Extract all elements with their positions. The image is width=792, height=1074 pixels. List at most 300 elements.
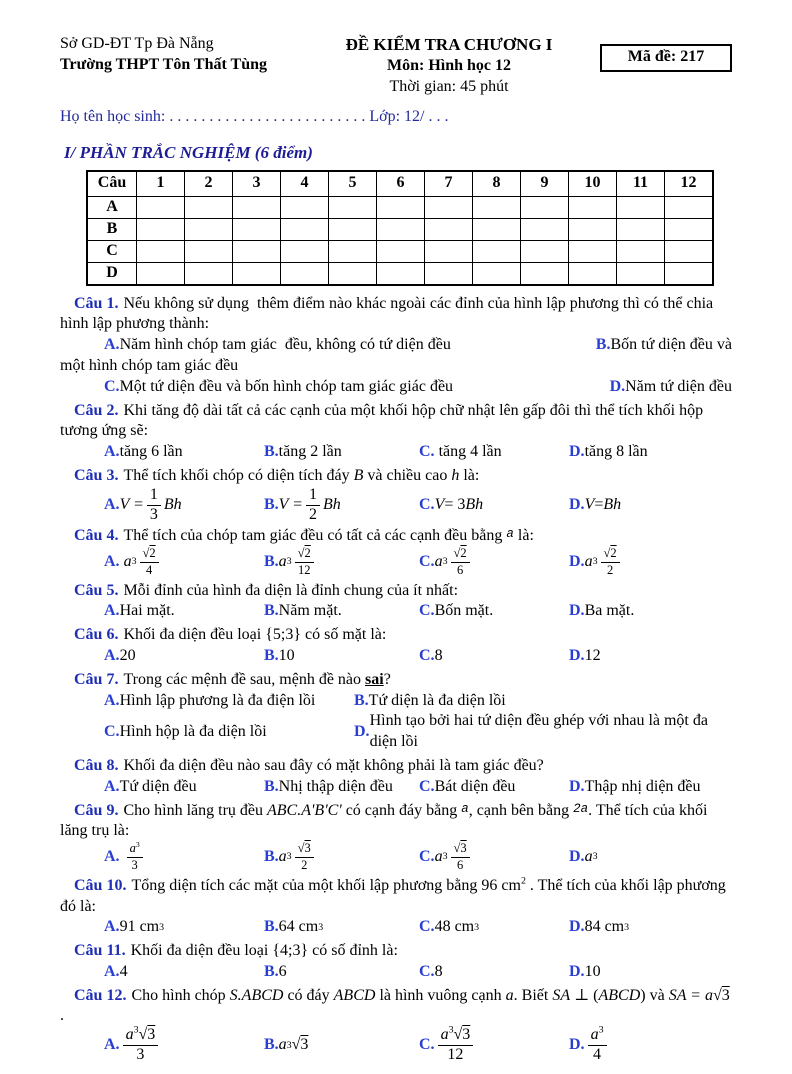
text-run: 2 xyxy=(606,562,614,577)
square-root: √3 xyxy=(453,841,467,856)
text-run: 8 xyxy=(434,647,443,665)
text-run: tăng 4 lần xyxy=(434,443,502,461)
option-letter: A. xyxy=(104,691,120,709)
answer-table xyxy=(86,170,714,286)
text-run: a xyxy=(434,552,443,570)
answer-cell xyxy=(377,262,425,285)
text-run: = 3 xyxy=(444,495,466,513)
option-text xyxy=(120,377,453,398)
option-text xyxy=(60,356,238,377)
student-name-dots: . . . . . . . . . . . . . . . . . . . . . . . . . xyxy=(165,107,370,125)
option-text xyxy=(120,601,175,622)
text-run: Khi tăng độ dài tất cả các cạnh của một khối hộp chữ nhật lên gấp đôi thì thể tích khối hộp tương ứng sẽ: xyxy=(60,401,704,440)
text-run: 91 cm xyxy=(119,918,160,936)
exam-subject: Môn: Hình học 12 xyxy=(386,57,511,75)
option xyxy=(596,335,732,356)
option-letter: D. xyxy=(569,552,585,570)
option-text: a 3 $\frac{√3}{2}$ xyxy=(279,842,317,873)
answer-cell xyxy=(521,196,569,218)
question xyxy=(60,801,732,873)
text-run: Hình lập phương là đa điện lồi xyxy=(119,691,316,709)
option xyxy=(104,842,264,873)
question-label: Câu 5. xyxy=(74,581,119,599)
student-name-label: Họ tên học sinh: xyxy=(60,107,166,125)
option xyxy=(104,722,354,743)
answer-cell xyxy=(521,218,569,240)
text-run: V = xyxy=(119,495,144,513)
text-run: Nếu không sử dụng thêm điểm nào khác ngoài các đỉnh của hình lập phương thì có thể chia hình lập phương thành: xyxy=(60,294,714,333)
answer-cell xyxy=(665,240,714,262)
text-run: . Thể tích của khối lập phương đó là: xyxy=(60,876,726,915)
answer-cell xyxy=(233,218,281,240)
text-run: Thể tích của chóp tam giác đều có tất cả các cạnh đều bằng xyxy=(123,527,507,545)
text-run: Tổng diện tích các mặt của một khối lập phương bằng 96 cm xyxy=(131,876,521,894)
option xyxy=(569,646,732,667)
answer-cell xyxy=(329,196,377,218)
option xyxy=(354,691,732,712)
option xyxy=(419,777,569,798)
text-run: Nhị thập diện đều xyxy=(278,777,393,795)
option-text xyxy=(435,777,516,798)
question xyxy=(60,294,732,398)
option-letter: D. xyxy=(569,918,585,936)
answer-table-question-number: 4 xyxy=(281,171,329,197)
section-title: I/ PHẦN TRẮC NGHIỆM (6 điểm) xyxy=(64,143,313,163)
text-run: 84 cm xyxy=(584,918,625,936)
answer-cell xyxy=(185,262,233,285)
text-run: là: xyxy=(513,527,534,545)
text-run: Năm tứ diện đều xyxy=(625,377,732,395)
fraction xyxy=(601,547,620,578)
option-text xyxy=(279,442,342,463)
text-run: Tứ diện đều xyxy=(119,777,197,795)
option-letter: C. xyxy=(419,495,435,513)
option xyxy=(104,1024,264,1064)
answer-cell xyxy=(473,262,521,285)
answer-table-row-label: C xyxy=(87,240,137,262)
question-text xyxy=(60,581,732,602)
option-letter: D. xyxy=(609,377,626,395)
text-run: tăng 6 lần xyxy=(119,443,183,461)
option xyxy=(104,547,264,578)
option xyxy=(264,917,419,938)
answer-table-question-number: 8 xyxy=(473,171,521,197)
option-text xyxy=(435,646,443,667)
text-run: 2 xyxy=(308,505,317,523)
options-row xyxy=(60,601,732,622)
answer-table-question-number: 12 xyxy=(665,171,714,197)
option-text xyxy=(610,335,732,356)
options-row xyxy=(60,377,732,398)
option-text: a 3 $\frac{√2}{4}$ xyxy=(120,547,162,578)
option-text xyxy=(120,691,316,712)
exam-duration: Thời gian: 45 phút xyxy=(389,77,509,95)
options-row xyxy=(60,917,732,938)
text-run: a xyxy=(440,1026,449,1044)
fraction xyxy=(147,487,161,524)
answer-cell xyxy=(233,196,281,218)
text-run: và chiều cao xyxy=(363,466,452,484)
option-text xyxy=(435,495,484,516)
text-run: . xyxy=(60,1007,64,1025)
exam-title: ĐỀ KIỂM TRA CHƯƠNG I xyxy=(345,35,553,54)
option-text xyxy=(585,442,648,463)
answer-table-question-number: 7 xyxy=(425,171,473,197)
fraction xyxy=(295,842,314,873)
option xyxy=(264,442,419,463)
question-label: Câu 3. xyxy=(74,466,119,484)
question xyxy=(60,401,732,463)
text-run: có đáy xyxy=(283,986,334,1004)
option xyxy=(419,547,569,578)
answer-table-question-number: 10 xyxy=(569,171,617,197)
option xyxy=(419,842,569,873)
superscript: 3 xyxy=(598,1024,604,1036)
answer-cell xyxy=(137,262,185,285)
question-text xyxy=(60,986,732,1028)
answer-cell xyxy=(617,240,665,262)
options-row xyxy=(60,711,732,753)
text-run: a xyxy=(506,527,514,542)
option xyxy=(419,917,569,938)
option-text: a 3 $\frac{√2}{2}$ xyxy=(585,547,623,578)
text-run: 1 xyxy=(149,485,158,503)
question-label: Câu 12. xyxy=(74,986,127,1004)
text-run: a xyxy=(584,552,593,570)
option-letter: B. xyxy=(354,691,369,709)
text-run: V = xyxy=(278,495,303,513)
fraction xyxy=(588,1024,607,1064)
option xyxy=(569,601,732,622)
text-run: Bốn tứ diện đều và xyxy=(610,336,732,354)
answer-table-question-number: 11 xyxy=(617,171,665,197)
text-run: S.ABCD xyxy=(229,986,284,1004)
option-text xyxy=(435,442,502,463)
options-row xyxy=(60,335,732,356)
answer-cell xyxy=(569,240,617,262)
option-letter: C. xyxy=(419,777,435,795)
square-root: √3 xyxy=(712,986,730,1004)
answer-cell xyxy=(569,262,617,285)
text-run: Mỗi đỉnh của hình đa diện là đỉnh chung của ít nhất: xyxy=(123,581,459,599)
option-letter: D. xyxy=(569,962,585,980)
text-run: ? xyxy=(383,670,391,688)
question-text xyxy=(60,876,732,918)
option xyxy=(104,691,354,712)
text-run: Khối đa diện đều loại {4;3} có số đỉnh là: xyxy=(130,942,398,960)
option-letter: B. xyxy=(264,552,279,570)
answer-table-question-number: 2 xyxy=(185,171,233,197)
answer-cell xyxy=(569,196,617,218)
option-text xyxy=(120,777,197,798)
option xyxy=(264,487,419,524)
question xyxy=(60,670,732,753)
option-text xyxy=(279,487,341,524)
square-root: √3 xyxy=(453,1026,471,1044)
options-row xyxy=(60,691,732,712)
option-letter: A. xyxy=(104,918,120,936)
answer-cell xyxy=(665,196,714,218)
answer-cell xyxy=(521,262,569,285)
text-run: 8 xyxy=(434,962,443,980)
option xyxy=(569,495,732,516)
option xyxy=(569,917,732,938)
answer-cell xyxy=(377,240,425,262)
option-letter: C. xyxy=(419,552,435,570)
option-text xyxy=(625,377,732,398)
answer-cell xyxy=(425,218,473,240)
text-run: SA xyxy=(552,986,571,1004)
superscript: 3 xyxy=(135,840,140,850)
text-run: 4 xyxy=(593,1046,602,1064)
option-letter: A. xyxy=(104,777,120,795)
text-run: Khối đa diện đều loại {5;3} có số mặt là: xyxy=(123,626,387,644)
option-text: 84 cm 3 xyxy=(585,917,630,938)
fraction xyxy=(451,547,470,578)
text-run: Tứ diện là đa diện lồi xyxy=(368,691,506,709)
option xyxy=(569,547,732,578)
option-continuation xyxy=(60,356,732,377)
option xyxy=(419,601,569,622)
text-run: Thập nhị diện đều xyxy=(584,777,701,795)
text-run: ABCD xyxy=(598,986,641,1004)
answer-cell xyxy=(137,218,185,240)
option xyxy=(104,601,264,622)
answer-cell xyxy=(233,240,281,262)
answer-table-row-label: D xyxy=(87,262,137,285)
option-letter: B. xyxy=(264,647,279,665)
text-run: một hình chóp tam giác đều xyxy=(60,356,239,374)
question-label: Câu 9. xyxy=(74,801,119,819)
answer-cell xyxy=(425,240,473,262)
options-row xyxy=(60,442,732,463)
text-run: Năm hình chóp tam giác đều, không có tứ diện đều xyxy=(119,336,451,354)
header-issuer xyxy=(60,34,298,76)
department-name: Sở GD-ĐT Tp Đà Nẵng xyxy=(60,35,214,52)
text-run: a xyxy=(584,848,593,866)
text-run: sai xyxy=(365,670,384,688)
option-text: 48 cm 3 xyxy=(435,917,480,938)
superscript: 3 xyxy=(133,1024,139,1036)
answer-cell xyxy=(281,262,329,285)
option-letter: C. xyxy=(419,647,435,665)
text-run: 20 xyxy=(119,647,136,665)
options-row xyxy=(60,777,732,798)
square-root: √2 xyxy=(297,546,311,561)
option-letter: C. xyxy=(419,443,435,461)
square-root: √2 xyxy=(142,546,156,561)
option xyxy=(569,442,732,463)
text-run: 2 xyxy=(301,857,308,872)
option-text: 64 cm 3 xyxy=(279,917,324,938)
option xyxy=(419,646,569,667)
square-root: √2 xyxy=(603,546,617,561)
option-letter: C. xyxy=(419,962,435,980)
fraction xyxy=(295,547,314,578)
text-run: 12 xyxy=(584,647,601,665)
superscript: 3 xyxy=(448,1024,454,1036)
option-text: a 3 $\frac{√2}{6}$ xyxy=(435,547,473,578)
option-letter: D. xyxy=(569,777,585,795)
answer-cell xyxy=(185,218,233,240)
option-text xyxy=(120,962,128,983)
option-letter: C. xyxy=(419,848,435,866)
fraction xyxy=(451,842,470,873)
text-run: a xyxy=(278,552,287,570)
question xyxy=(60,941,732,983)
option-text xyxy=(279,962,287,983)
option xyxy=(104,917,264,938)
option-text xyxy=(120,487,182,524)
text-run: 4 xyxy=(119,962,128,980)
text-run xyxy=(120,847,124,868)
text-run: V xyxy=(584,495,595,513)
answer-cell xyxy=(425,262,473,285)
option xyxy=(104,442,264,463)
superscript: 2 xyxy=(520,875,526,887)
option-text xyxy=(369,691,506,712)
exam-code-box: Mã đề: 217 xyxy=(600,44,732,72)
option xyxy=(264,1035,419,1056)
answer-cell xyxy=(617,196,665,218)
option-text: a 3 $\frac{√2}{12}$ xyxy=(279,547,317,578)
question-text xyxy=(60,801,732,843)
text-run: Bh xyxy=(163,495,182,513)
text-run: SA = a xyxy=(668,986,713,1004)
question-text xyxy=(60,401,732,443)
text-run: Bh xyxy=(322,495,341,513)
text-run: Cho hình lăng trụ đều xyxy=(123,801,267,819)
text-run: 3 xyxy=(131,857,138,872)
option-text xyxy=(585,646,601,667)
option xyxy=(264,601,419,622)
option xyxy=(419,1024,569,1064)
option xyxy=(569,1024,732,1064)
text-run: là hình vuông cạnh xyxy=(375,986,506,1004)
answer-cell xyxy=(329,218,377,240)
option xyxy=(264,962,419,983)
question-label: Câu 8. xyxy=(74,757,119,775)
text-run: tăng 2 lần xyxy=(278,443,342,461)
question-label: Câu 2. xyxy=(74,401,119,419)
answer-table-question-number: 1 xyxy=(137,171,185,197)
option-letter: D. xyxy=(569,848,585,866)
text-run: 3 xyxy=(149,505,158,523)
option xyxy=(264,646,419,667)
text-run: a xyxy=(590,1026,599,1044)
option xyxy=(104,777,264,798)
option-text xyxy=(435,601,494,622)
answer-cell xyxy=(137,196,185,218)
text-run: a xyxy=(278,848,287,866)
square-root: √3 xyxy=(297,841,311,856)
text-run: 3 xyxy=(136,1046,145,1064)
option xyxy=(569,962,732,983)
option-letter: D. xyxy=(354,722,370,740)
text-run: Khối đa diện đều nào sau đây có mặt không phải là tam giác đều? xyxy=(123,757,544,775)
option-letter: A. xyxy=(104,336,120,354)
question-text xyxy=(60,941,732,962)
option-letter: C. xyxy=(419,1036,435,1054)
option-text xyxy=(435,962,443,983)
header-code-area xyxy=(600,34,732,72)
option-letter: B. xyxy=(264,602,279,620)
text-run: Bốn mặt. xyxy=(434,602,494,620)
answer-cell xyxy=(377,196,425,218)
fraction xyxy=(123,1024,159,1064)
option-letter: A. xyxy=(104,848,120,866)
answer-table-row-label: B xyxy=(87,218,137,240)
option-text xyxy=(585,962,601,983)
fraction xyxy=(140,547,159,578)
text-run: là: xyxy=(459,466,480,484)
option-letter: B. xyxy=(264,962,279,980)
text-run: a xyxy=(278,1036,287,1054)
text-run: a xyxy=(123,552,132,570)
option xyxy=(264,547,419,578)
options-row xyxy=(60,1024,732,1064)
fraction xyxy=(306,487,320,524)
option xyxy=(264,777,419,798)
answer-cell xyxy=(425,196,473,218)
option-letter: A. xyxy=(104,552,120,570)
answer-cell xyxy=(617,218,665,240)
option xyxy=(419,962,569,983)
text-run: 12 xyxy=(297,562,311,577)
text-run: Cho hình chóp xyxy=(131,986,230,1004)
option xyxy=(419,442,569,463)
option-text: a 3 $\frac{√3}{6}$ xyxy=(435,842,473,873)
answer-cell xyxy=(281,218,329,240)
text-run: Hình hộp là đa diện lồi xyxy=(119,722,267,740)
option-letter: D. xyxy=(569,602,585,620)
options-row xyxy=(60,842,732,873)
answer-cell xyxy=(665,218,714,240)
answer-cell xyxy=(281,196,329,218)
answer-cell xyxy=(137,240,185,262)
square-root: √2 xyxy=(453,546,467,561)
question xyxy=(60,986,732,1064)
question xyxy=(60,466,732,523)
question-text xyxy=(60,625,732,646)
text-run: 6 xyxy=(456,857,464,872)
text-run: tăng 8 lần xyxy=(584,443,648,461)
question xyxy=(60,581,732,623)
answer-cell xyxy=(473,240,521,262)
text-run: 2a xyxy=(573,801,589,816)
option-letter: A. xyxy=(104,443,120,461)
option-text: a 3 √3 xyxy=(279,1035,309,1056)
school-name: Trường THPT Tôn Thất Tùng xyxy=(60,55,267,73)
answer-cell xyxy=(185,196,233,218)
text-run: . Biết xyxy=(513,986,553,1004)
question-text xyxy=(60,526,732,547)
option xyxy=(354,711,732,753)
question xyxy=(60,526,732,577)
option xyxy=(264,842,419,873)
option xyxy=(104,487,264,524)
text-run: a xyxy=(461,801,469,816)
text-run: ⊥ ( xyxy=(570,986,599,1004)
answer-cell xyxy=(233,262,281,285)
question-label: Câu 4. xyxy=(74,527,119,545)
option-letter: C. xyxy=(104,377,120,395)
option-text xyxy=(370,711,732,753)
options-row xyxy=(60,547,732,578)
option-text xyxy=(585,1024,610,1064)
answer-cell xyxy=(281,240,329,262)
option xyxy=(610,377,732,398)
